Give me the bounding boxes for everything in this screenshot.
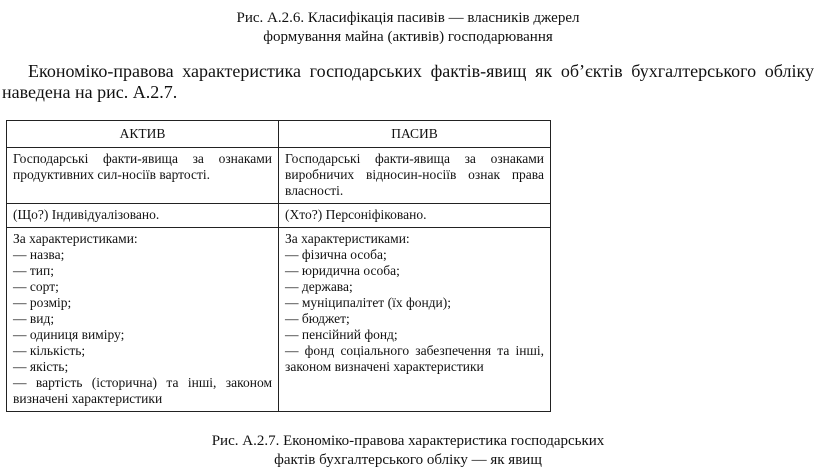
cell-aktiv-what: (Що?) Індивідуалізовано. (7, 204, 279, 228)
list-item: — тип; (13, 263, 54, 278)
table-row (7, 148, 551, 204)
table-row (7, 204, 551, 228)
list-item: — муніципалітет (їх фонди); (285, 295, 452, 310)
list-item: — бюджет; (285, 311, 350, 326)
list-item: — вид; (13, 311, 55, 326)
list-item: — кількість; (13, 343, 86, 358)
body-paragraph: Економіко-правова характеристика господарських фактів-явищ як об’єктів бухгалтерського обліку наведена на рис. А.2.7. (2, 61, 814, 102)
list-item: — держава; (285, 279, 353, 294)
header-aktiv: АКТИВ (7, 121, 279, 148)
list-item: — юридична особа; (285, 263, 400, 278)
cell-aktiv-characteristics (7, 228, 279, 412)
characteristics-table (6, 120, 551, 412)
list-item: — якість; (13, 359, 69, 374)
caption-bottom-line-2: фактів бухгалтерського обліку — як явищ (274, 452, 542, 468)
figure-caption-top (0, 9, 816, 47)
list-title: За характеристиками: (285, 231, 410, 246)
table-row (7, 228, 551, 412)
list-item: — фонд соціального забезпечення та інші, законом визначені характеристики (285, 343, 544, 374)
cell-pasyv-facts: Господарські факти-явища за ознаками виробничих відносин-носіїв ознак права власності. (279, 148, 551, 204)
list-item: — сорт; (13, 279, 59, 294)
table-header-row (7, 121, 551, 148)
list-item: — фізична особа; (285, 247, 387, 262)
cell-pasyv-characteristics (279, 228, 551, 412)
caption-bottom-line-1: Рис. А.2.7. Економіко-правова характеристика господарських (211, 433, 605, 449)
cell-pasyv-who: (Хто?) Персоніфіковано. (279, 204, 551, 228)
list-item: — пенсійний фонд; (285, 327, 398, 342)
list-item: — вартість (історична) та інші, законом визначені характеристики (13, 375, 272, 406)
list-item: — одиниця виміру; (13, 327, 125, 342)
list-item: — розмір; (13, 295, 72, 310)
header-pasyv: ПАСИВ (279, 121, 551, 148)
cell-aktiv-facts: Господарські факти-явища за ознаками продуктивних сил-носіїв вартості. (7, 148, 279, 204)
list-item: — назва; (13, 247, 65, 262)
caption-top-line-2: формування майна (активів) господарювання (263, 29, 553, 45)
caption-top-line-1: Рис. А.2.6. Класифікація пасивів — власників джерел (236, 10, 580, 26)
figure-caption-bottom (0, 432, 816, 470)
list-title: За характеристиками: (13, 231, 138, 246)
